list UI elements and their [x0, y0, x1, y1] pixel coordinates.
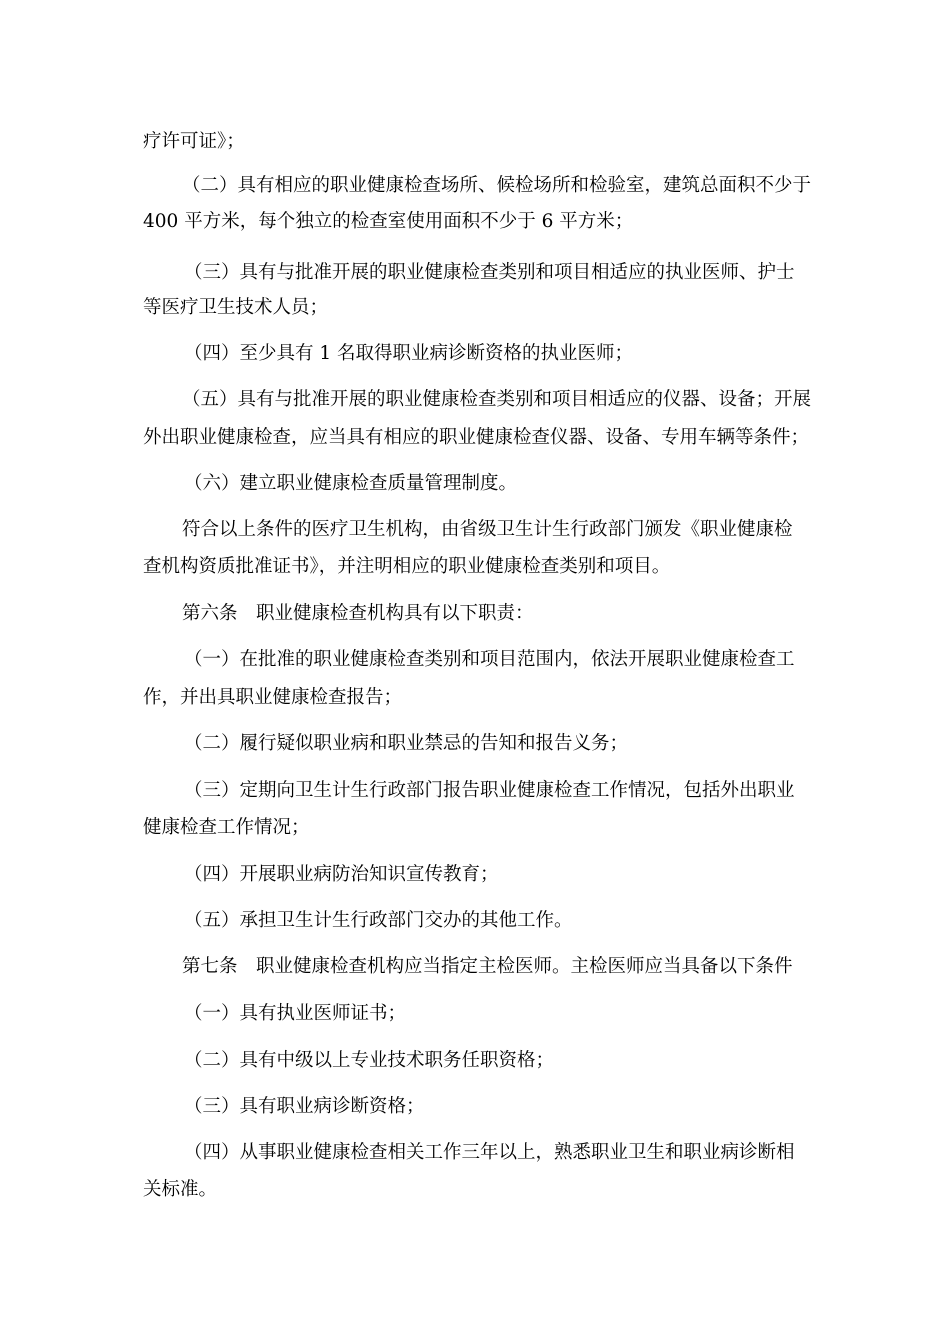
text-line: 第七条 职业健康检查机构应当指定主检医师。主检医师应当具备以下条件 — [182, 956, 793, 977]
text-line: 符合以上条件的医疗卫生机构，由省级卫生计生行政部门颁发《职业健康检 — [182, 519, 793, 540]
text-line: （一）在批准的职业健康检查类别和项目范围内，依法开展职业健康检查工 — [184, 649, 795, 670]
text-line: 健康检查工作情况； — [143, 817, 310, 838]
text-line: 等医疗卫生技术人员； — [143, 297, 329, 318]
text-line: 第六条 职业健康检查机构具有以下职责： — [182, 603, 534, 624]
text-line: （二）履行疑似职业病和职业禁忌的告知和报告义务； — [184, 733, 629, 754]
text-line: 疗许可证》； — [143, 131, 245, 152]
text-line: （四）至少具有 1 名取得职业病诊断资格的执业医师； — [184, 343, 634, 364]
text-line: （五）承担卫生计生行政部门交办的其他工作。 — [184, 910, 573, 931]
text-line: 查机构资质批准证书》，并注明相应的职业健康检查类别和项目。 — [143, 556, 671, 577]
text-line: （二）具有相应的职业健康检查场所、候检场所和检验室，建筑总面积不少于 — [182, 175, 812, 196]
text-line: （二）具有中级以上专业技术职务任职资格； — [184, 1050, 555, 1071]
text-line: （四）从事职业健康检查相关工作三年以上，熟悉职业卫生和职业病诊断相 — [184, 1142, 795, 1163]
text-line: （三）具有与批准开展的职业健康检查类别和项目相适应的执业医师、护士 — [184, 262, 795, 283]
text-line: （三）具有职业病诊断资格； — [184, 1096, 425, 1117]
text-line: 作，并出具职业健康检查报告； — [143, 687, 403, 708]
text-line: （六）建立职业健康检查质量管理制度。 — [184, 473, 518, 494]
text-line: （一）具有执业医师证书； — [184, 1003, 407, 1024]
text-line: 外出职业健康检查，应当具有相应的职业健康检查仪器、设备、专用车辆等条件； — [143, 427, 810, 448]
text-line: （五）具有与批准开展的职业健康检查类别和项目相适应的仪器、设备；开展 — [182, 389, 812, 410]
text-line: （四）开展职业病防治知识宣传教育； — [184, 864, 499, 885]
text-line: 400 平方米，每个独立的检查室使用面积不少于 6 平方米； — [143, 211, 634, 232]
text-line: 关标准。 — [143, 1179, 218, 1200]
text-line: （三）定期向卫生计生行政部门报告职业健康检查工作情况，包括外出职业 — [184, 780, 795, 801]
